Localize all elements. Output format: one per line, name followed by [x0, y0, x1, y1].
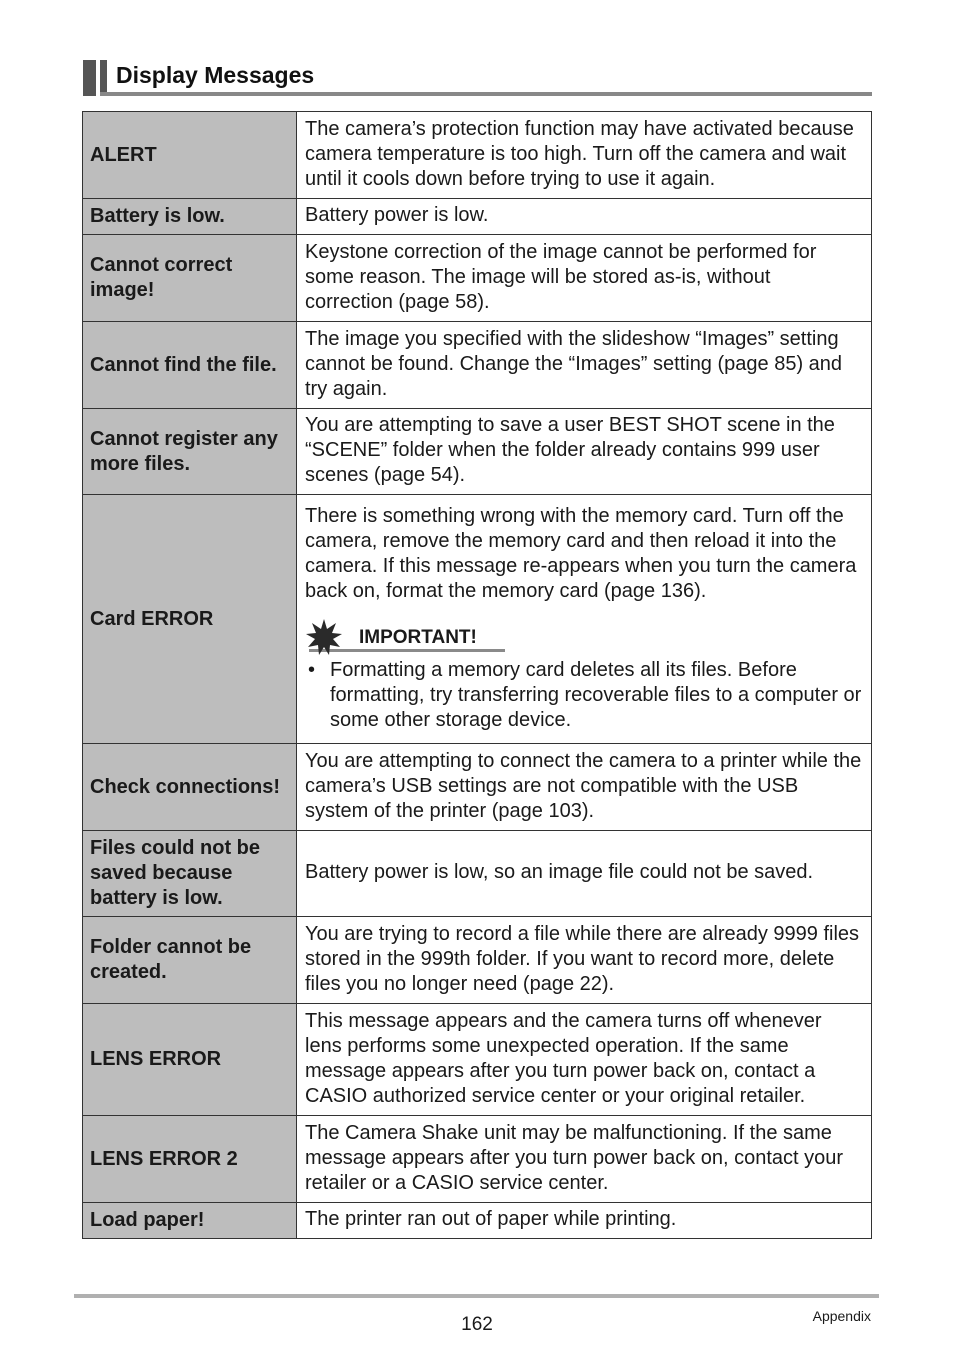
message-description: Battery power is low.: [297, 199, 872, 235]
message-description: This message appears and the camera turns off whenever lens performs some unexpected operation. If the same message appears after you turn power back on, contact a CASIO authorized service center or your original retailer.: [297, 1004, 872, 1116]
table-row: [83, 235, 872, 322]
important-note-header: [305, 618, 863, 656]
message-term: Card ERROR: [83, 495, 297, 744]
table-row: [83, 744, 872, 831]
table-row: [83, 831, 872, 917]
message-description: You are attempting to save a user BEST SHOT scene in the “SCENE” folder when the folder already contains 999 user scenes (page 54).: [297, 409, 872, 495]
message-term: Battery is low.: [83, 199, 297, 235]
section-title: Display Messages: [116, 62, 315, 88]
important-burst-icon: [305, 618, 343, 656]
message-term: LENS ERROR: [83, 1004, 297, 1116]
message-term: Files could not be saved because battery is low.: [83, 831, 297, 917]
message-description: The camera’s protection function may have activated because camera temperature is too high. Turn off the camera and wait until it cools down before trying to use it again.: [297, 112, 872, 199]
message-description: [297, 495, 872, 744]
bullet-icon: •: [308, 658, 316, 681]
table-row: [83, 199, 872, 235]
message-term: ALERT: [83, 112, 297, 199]
message-description: The printer ran out of paper while printing.: [297, 1203, 872, 1239]
table-row: [83, 1004, 872, 1116]
page-number: 162: [461, 1314, 493, 1335]
message-term: Load paper!: [83, 1203, 297, 1239]
important-label: IMPORTANT!: [359, 627, 477, 648]
table-row: [83, 495, 872, 744]
table-row: [83, 322, 872, 409]
table-row: [83, 112, 872, 199]
message-description: The image you specified with the slideshow “Images” setting cannot be found. Change the “Images” setting (page 85) and try again.: [297, 322, 872, 409]
message-description: The Camera Shake unit may be malfunctioning. If the same message appears after you turn power back on, contact your retailer or a CASIO service center.: [297, 1116, 872, 1203]
message-term: LENS ERROR 2: [83, 1116, 297, 1203]
message-term: Folder cannot be created.: [83, 917, 297, 1004]
footer-section-label: Appendix: [812, 1308, 871, 1324]
section-header: [83, 58, 872, 98]
message-description: You are attempting to connect the camera to a printer while the camera’s USB settings are not compatible with the USB system of the printer (page 103).: [297, 744, 872, 831]
table-row: [83, 917, 872, 1004]
message-description: Battery power is low, so an image file could not be saved.: [297, 831, 872, 917]
table-row: [83, 1116, 872, 1203]
message-term: Cannot find the file.: [83, 322, 297, 409]
message-description: Keystone correction of the image cannot be performed for some reason. The image will be stored as-is, without correction (page 58).: [297, 235, 872, 322]
header-underline: [100, 92, 872, 96]
card-error-description: There is something wrong with the memory card. Turn off the camera, remove the memory card and then reload it into the camera. If this message re-appears when you turn the camera back on, format the memory card (page 136).: [305, 504, 857, 602]
table-row: [83, 1203, 872, 1239]
message-description: You are trying to record a file while there are already 9999 files stored in the 999th folder. If you want to record more, delete files you no longer need (page 22).: [297, 917, 872, 1004]
message-term: Cannot correct image!: [83, 235, 297, 322]
table-row: [83, 409, 872, 495]
message-term: Cannot register any more files.: [83, 409, 297, 495]
display-messages-table: [82, 111, 872, 1239]
message-term: Check connections!: [83, 744, 297, 831]
header-bar-decoration: [100, 60, 107, 96]
footer-divider: [74, 1294, 879, 1298]
important-bullet-text: Formatting a memory card deletes all its files. Before formatting, try transferring recoverable files to a computer or some other storage device.: [330, 658, 862, 731]
header-bar-decoration: [83, 60, 96, 96]
important-bullet-item: [305, 658, 863, 733]
